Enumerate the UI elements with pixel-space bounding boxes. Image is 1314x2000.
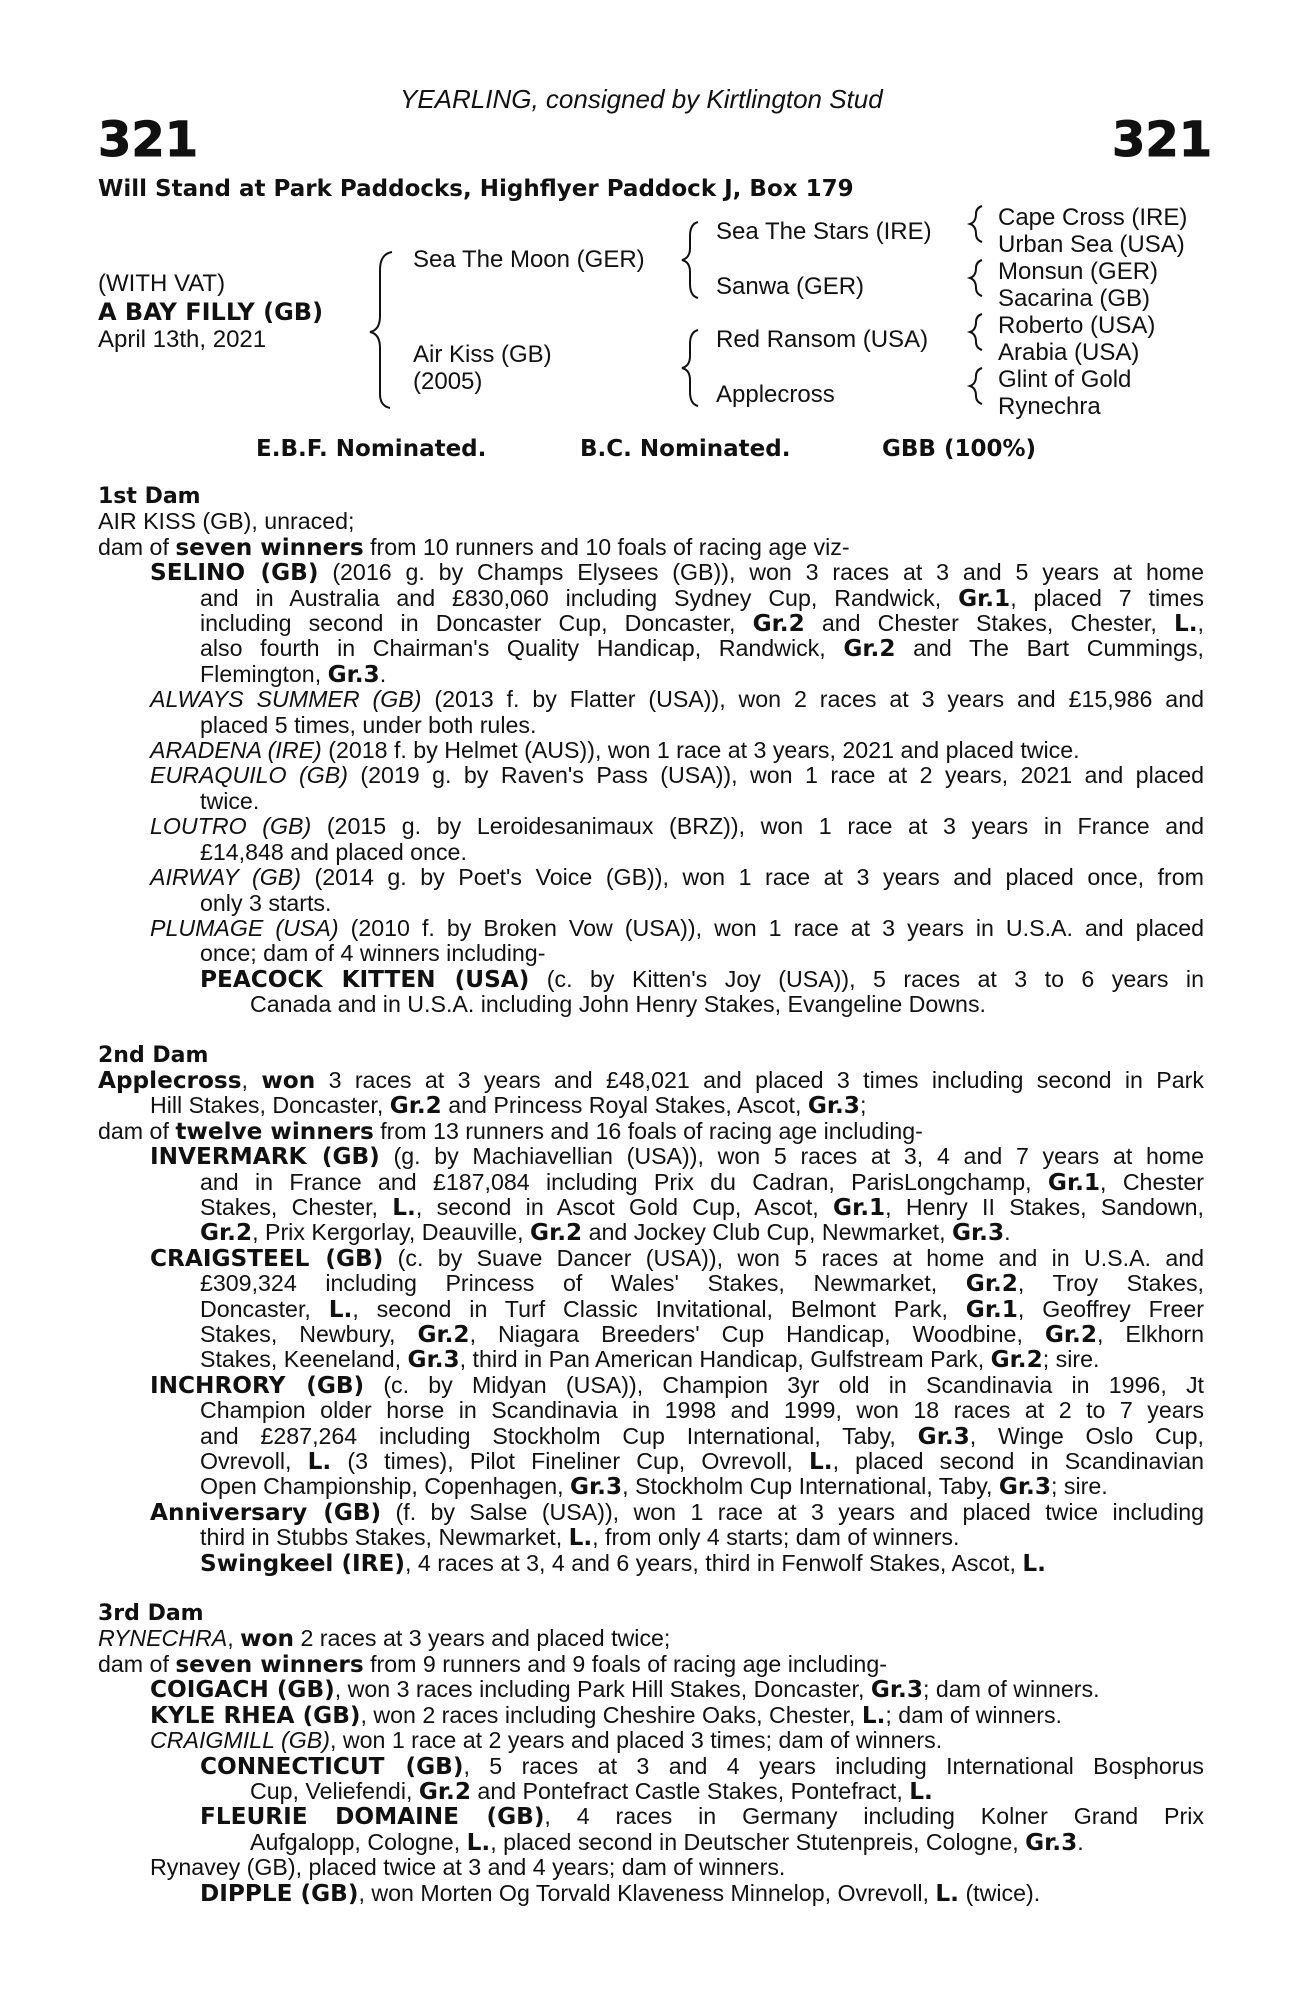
brace-g78: [970, 368, 982, 404]
produce-peacock-kitten: PEACOCK KITTEN (USA) (c. by Kitten's Joy (USA)), 5 races at 3 to 6 years in: [200, 965, 1204, 993]
produce-selino: SELINO (GB) (2016 g. by Champs Elysees (GB)), won 3 races at 3 and 5 years at home: [150, 559, 1204, 587]
produce-kyle-rhea: KYLE RHEA (GB), won 2 races including Cheshire Oaks, Chester, L.; dam of winners.: [150, 1701, 1062, 1729]
gen3-7: Glint of Gold: [998, 366, 1132, 393]
bc-nominated: B.C. Nominated.: [580, 436, 791, 462]
produce-peacock-kitten-cont: Canada and in U.S.A. including John Henry Stakes, Evangeline Downs.: [250, 991, 986, 1018]
produce-invermark: INVERMARK (GB) (g. by Machiavellian (USA)), won 5 races at 3, 4 and 7 years at home: [150, 1143, 1205, 1171]
produce-invermark-cont: Stakes, Chester, L., second in Ascot Gold Cup, Ascot, Gr.1, Henry II Stakes, Sandown,: [200, 1193, 1204, 1221]
produce-rynavey: Rynavey (GB), placed twice at 3 and 4 years; dam of winners.: [150, 1854, 786, 1881]
dam-sire: Red Ransom (USA): [716, 326, 929, 353]
sire-sire: Sea The Stars (IRE): [716, 218, 932, 245]
produce-loutro-cont: £14,848 and placed once.: [200, 838, 467, 865]
produce-craigsteel-cont: Doncaster, L., second in Turf Classic Invitational, Belmont Park, Gr.1, Geoffrey Freer: [200, 1295, 1204, 1323]
produce-fleurie-domaine: FLEURIE DOMAINE (GB), 4 races in Germany including Kolner Grand Prix: [200, 1803, 1204, 1831]
third-dam-line: RYNECHRA, won 2 races at 3 years and placed twice;: [98, 1625, 671, 1653]
brace-g12: [970, 206, 982, 242]
produce-fleurie-domaine-cont: Aufgalopp, Cologne, L., placed second in Deutscher Stutenpreis, Cologne, Gr.3.: [250, 1828, 1084, 1856]
first-dam-summary: dam of seven winners from 10 runners and 10 foals of racing age viz-: [98, 533, 850, 561]
dam-dam: Applecross: [716, 381, 835, 408]
produce-inchrory-cont: and £287,264 including Stockholm Cup International, Taby, Gr.3, Winge Oslo Cup,: [200, 1422, 1205, 1450]
produce-always-summer-cont: placed 5 times, under both rules.: [200, 711, 537, 738]
gen3-2: Urban Sea (USA): [998, 231, 1185, 258]
second-dam-summary: dam of twelve winners from 13 runners and 16 foals of racing age including-: [98, 1117, 923, 1145]
stand-location: Will Stand at Park Paddocks, Highflyer Paddock J, Box 179: [98, 176, 854, 202]
produce-always-summer: ALWAYS SUMMER (GB) (2013 f. by Flatter (USA)), won 2 races at 3 years and £15,986 and: [150, 686, 1204, 713]
foaled-date: April 13th, 2021: [98, 326, 267, 353]
produce-craigsteel-cont: Stakes, Keeneland, Gr.3, third in Pan American Handicap, Gulfstream Park, Gr.2; sire.: [200, 1346, 1100, 1374]
produce-dipple: DIPPLE (GB), won Morten Og Torvald Klaveness Minnelop, Ovrevoll, L. (twice).: [200, 1879, 1041, 1907]
gen3-5: Roberto (USA): [998, 312, 1156, 339]
produce-swingkeel: Swingkeel (IRE), 4 races at 3, 4 and 6 years, third in Fenwolf Stakes, Ascot, L.: [200, 1549, 1046, 1577]
produce-plumage: PLUMAGE (USA) (2010 f. by Broken Vow (USA)), won 1 race at 3 years in U.S.A. and placed: [150, 914, 1205, 941]
brace-sire: [682, 222, 698, 298]
second-dam-line-cont: Hill Stakes, Doncaster, Gr.2 and Princess Royal Stakes, Ascot, Gr.3;: [150, 1092, 867, 1120]
produce-inchrory-cont: Champion older horse in Scandinavia in 1998 and 1999, won 18 races at 2 to 7 years: [200, 1397, 1204, 1424]
produce-record: [98, 484, 1204, 1906]
produce-plumage-cont: once; dam of 4 winners including-: [200, 940, 546, 967]
second-dam-heading: 2nd Dam: [98, 1042, 209, 1068]
first-dam-line: AIR KISS (GB), unraced;: [98, 508, 355, 535]
third-dam-summary: dam of seven winners from 9 runners and 9 foals of racing age including-: [98, 1650, 887, 1678]
gen3-3: Monsun (GER): [998, 258, 1159, 285]
brace-dam: [682, 330, 698, 406]
produce-anniversary: Anniversary (GB) (f. by Salse (USA)), won 1 race at 3 years and placed twice including: [150, 1498, 1204, 1526]
gen3-8: Rynechra: [998, 393, 1101, 420]
vat-label: (WITH VAT): [98, 270, 226, 297]
produce-airway-cont: only 3 starts.: [200, 889, 332, 916]
gen3-4: Sacarina (GB): [998, 285, 1151, 312]
ebf-nominated: E.B.F. Nominated.: [256, 436, 487, 462]
produce-selino-cont: Flemington, Gr.3.: [200, 660, 387, 688]
first-dam-heading: 1st Dam: [98, 484, 201, 509]
gbb-rating: GBB (100%): [882, 436, 1037, 462]
produce-coigach: COIGACH (GB), won 3 races including Park Hill Stakes, Doncaster, Gr.3; dam of winners.: [150, 1676, 1100, 1704]
consignment-line: YEARLING, consigned by Kirtlington Stud: [400, 84, 883, 114]
produce-craigmill: CRAIGMILL (GB), won 1 race at 2 years and placed 3 times; dam of winners.: [150, 1727, 943, 1754]
lot-number-right: 321: [1112, 112, 1213, 168]
produce-aradena: ARADENA (IRE) (2018 f. by Helmet (AUS)), won 1 race at 3 years, 2021 and placed twice.: [150, 737, 1080, 764]
produce-selino-cont: and in Australia and £830,060 including Sydney Cup, Randwick, Gr.1, placed 7 times: [200, 584, 1204, 612]
dam-year: (2005): [413, 368, 483, 395]
produce-inchrory: INCHRORY (GB) (c. by Midyan (USA)), Champion 3yr old in Scandinavia in 1996, Jt: [150, 1371, 1205, 1399]
gen3-6: Arabia (USA): [998, 339, 1140, 366]
sire-name: Sea The Moon (GER): [413, 246, 645, 273]
produce-euraquilo: EURAQUILO (GB) (2019 g. by Raven's Pass (USA)), won 1 race at 2 years, 2021 and placed: [150, 762, 1204, 789]
brace-g34: [970, 260, 982, 296]
produce-connecticut-cont: Cup, Veliefendi, Gr.2 and Pontefract Castle Stakes, Pontefract, L.: [250, 1777, 933, 1805]
produce-invermark-cont: and in France and £187,084 including Prix du Cadran, ParisLongchamp, Gr.1, Chester: [200, 1168, 1205, 1196]
gen3-1: Cape Cross (IRE): [998, 204, 1188, 231]
brace-gen1: [370, 252, 392, 408]
produce-invermark-cont: Gr.2, Prix Kergorlay, Deauville, Gr.2 and Jockey Club Cup, Newmarket, Gr.3.: [200, 1219, 1011, 1247]
lot-number-left: 321: [98, 112, 199, 168]
produce-inchrory-cont: Open Championship, Copenhagen, Gr.3, Stockholm Cup International, Taby, Gr.3; sire.: [200, 1473, 1108, 1501]
produce-euraquilo-cont: twice.: [200, 787, 260, 814]
produce-anniversary-cont: third in Stubbs Stakes, Newmarket, L., from only 4 starts; dam of winners.: [200, 1524, 960, 1552]
sire-dam: Sanwa (GER): [716, 273, 865, 300]
brace-g56: [970, 314, 982, 350]
produce-craigsteel-cont: Stakes, Newbury, Gr.2, Niagara Breeders' Cup Handicap, Woodbine, Gr.2, Elkhorn: [200, 1321, 1204, 1348]
produce-craigsteel-cont: £309,324 including Princess of Wales' Stakes, Newmarket, Gr.2, Troy Stakes,: [200, 1270, 1204, 1298]
second-dam-line: Applecross, won 3 races at 3 years and £48,021 and placed 3 times including second in Park: [98, 1066, 1204, 1094]
horse-name: A BAY FILLY (GB): [98, 298, 324, 326]
produce-loutro: LOUTRO (GB) (2015 g. by Leroidesanimaux (BRZ)), won 1 race at 3 years in France and: [150, 813, 1204, 840]
produce-connecticut: CONNECTICUT (GB), 5 races at 3 and 4 years including International Bosphorus: [200, 1752, 1204, 1780]
produce-airway: AIRWAY (GB) (2014 g. by Poet's Voice (GB)), won 1 race at 3 years and placed once, from: [150, 864, 1204, 891]
produce-craigsteel: CRAIGSTEEL (GB) (c. by Suave Dancer (USA)), won 5 races at home and in U.S.A. and: [150, 1244, 1205, 1272]
produce-inchrory-cont: Ovrevoll, L. (3 times), Pilot Fineliner Cup, Ovrevoll, L., placed second in Scandinavian: [200, 1448, 1204, 1476]
produce-selino-cont: including second in Doncaster Cup, Doncaster, Gr.2 and Chester Stakes, Chester, L.,: [200, 610, 1204, 638]
dam-name: Air Kiss (GB): [413, 341, 552, 368]
produce-selino-cont: also fourth in Chairman's Quality Handicap, Randwick, Gr.2 and The Bart Cummings,: [200, 635, 1204, 663]
third-dam-heading: 3rd Dam: [98, 1601, 204, 1627]
